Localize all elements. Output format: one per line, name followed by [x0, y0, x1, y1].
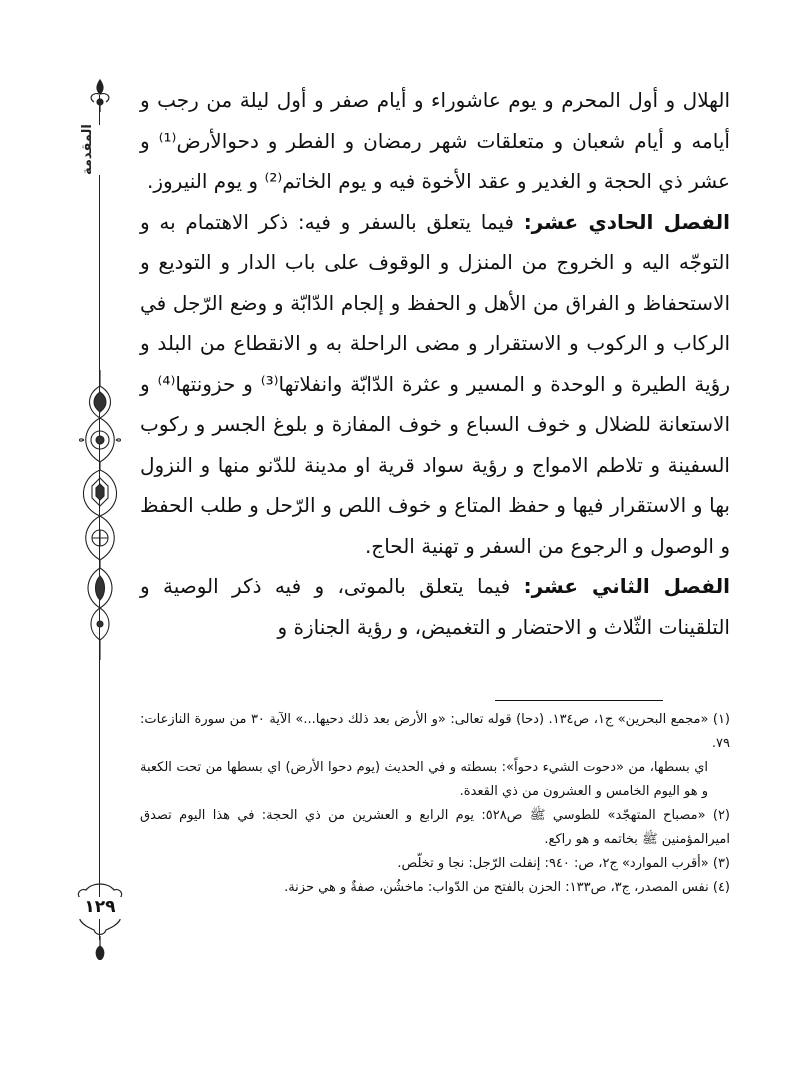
section-12-text: فيما يتعلق بالموتى، و فيه ذكر الوصية و التلقينات الثّلاث و الاحتضار و التغميض، و رؤية الجنازة و — [140, 574, 730, 639]
paragraph-section-12 — [140, 566, 730, 647]
footnote-1-continuation: اي بسطها، من «دحوت الشيء دحواً»: بسطته و في الحديث (يوم دحوا الأرض) اي بسطها من تحت الكعبة و هو اليوم الخامس و العشرون من ذي القعدة. — [140, 760, 708, 799]
vertical-arabesque-ornament — [74, 370, 126, 660]
main-text-block — [140, 80, 730, 647]
footnote-2: (٢) «مصباح المتهجّد» للطوسي ﷺ ص٥٢٨: يوم الرابع و العشرين من ذي الحجة: في هذا اليوم تصدق اميرالمؤمنين ﷺ بخاتمه و هو راكع. — [140, 808, 730, 847]
page-number: ١٢٩ — [73, 897, 127, 919]
paragraph-occasions: الهلال و أول المحرم و يوم عاشوراء و أيام صفر و أول ليلة من رجب و أيامه و أيام شعبان و متعلقات شهر رمضان و الفطر و دحوالأرض⁽¹⁾ و عشر ذي الحجة و الغدير و عقد الأخوة فيه و يوم الخاتم⁽²⁾ و يوم النيروز. — [140, 88, 730, 193]
section-12-heading: الفصل الثاني عشر: — [523, 574, 730, 598]
page-number-cartouche-ornament — [74, 880, 126, 960]
section-11-text: فيما يتعلق بالسفر و فيه: ذكر الاهتمام به و التوجّه اليه و الخروج من المنزل و الوقوف على باب الدار و التوديع و الاستحفاظ و الفراق من الأهل و الحفظ و إلجام الدّابّة و وضع الرّجل في الركاب و الركوب و الاستقرار و مضى الراحلة به و الانقطاع من البلد و رؤية الطيرة و الوحدة و المسير و عثرة الدّابّة وانفلاتها⁽³⁾ و حزونتها⁽⁴⁾ و الاستعانة للضلال و خوف السباع و خوف المفازة و بلوغ الجسر و ركوب السفينة و تلاطم الامواج و رؤية سواد قرية او مدينة للدّنو منها و النزول بها و الاستقرار فيها و حفظ المتاع و خوف اللص و الرّحل و طلب الحفظ و الوصول و الرجوع من السفر و تهنية الحاج. — [140, 209, 730, 558]
footnote-separator — [495, 700, 663, 701]
footnote-1: (١) «مجمع البحرين» ج١، ص١٣٤. (دحا) قوله تعالى: «و الأرض بعد ذلك دحيها...» الآية ٣٠ من سورة النازعات: ٧٩. — [140, 712, 730, 751]
running-head: المقدمة — [80, 125, 120, 175]
footnotes-block — [140, 708, 730, 900]
footnote-3: (٣) «أقرب الموارد» ج٢، ص: ٩٤٠: إنفلت الرّجل: نجا و تخلّص. — [397, 856, 730, 871]
footnote-4: (٤) نفس المصدر، ج٣، ص١٣٣: الحزن بالفتح من الدّواب: ماخشُن، صفةٌ و هي حزنة. — [284, 880, 730, 895]
top-flourish-ornament — [74, 78, 126, 112]
section-11-heading: الفصل الحادي عشر: — [523, 209, 730, 234]
paragraph-section-11 — [140, 202, 730, 567]
